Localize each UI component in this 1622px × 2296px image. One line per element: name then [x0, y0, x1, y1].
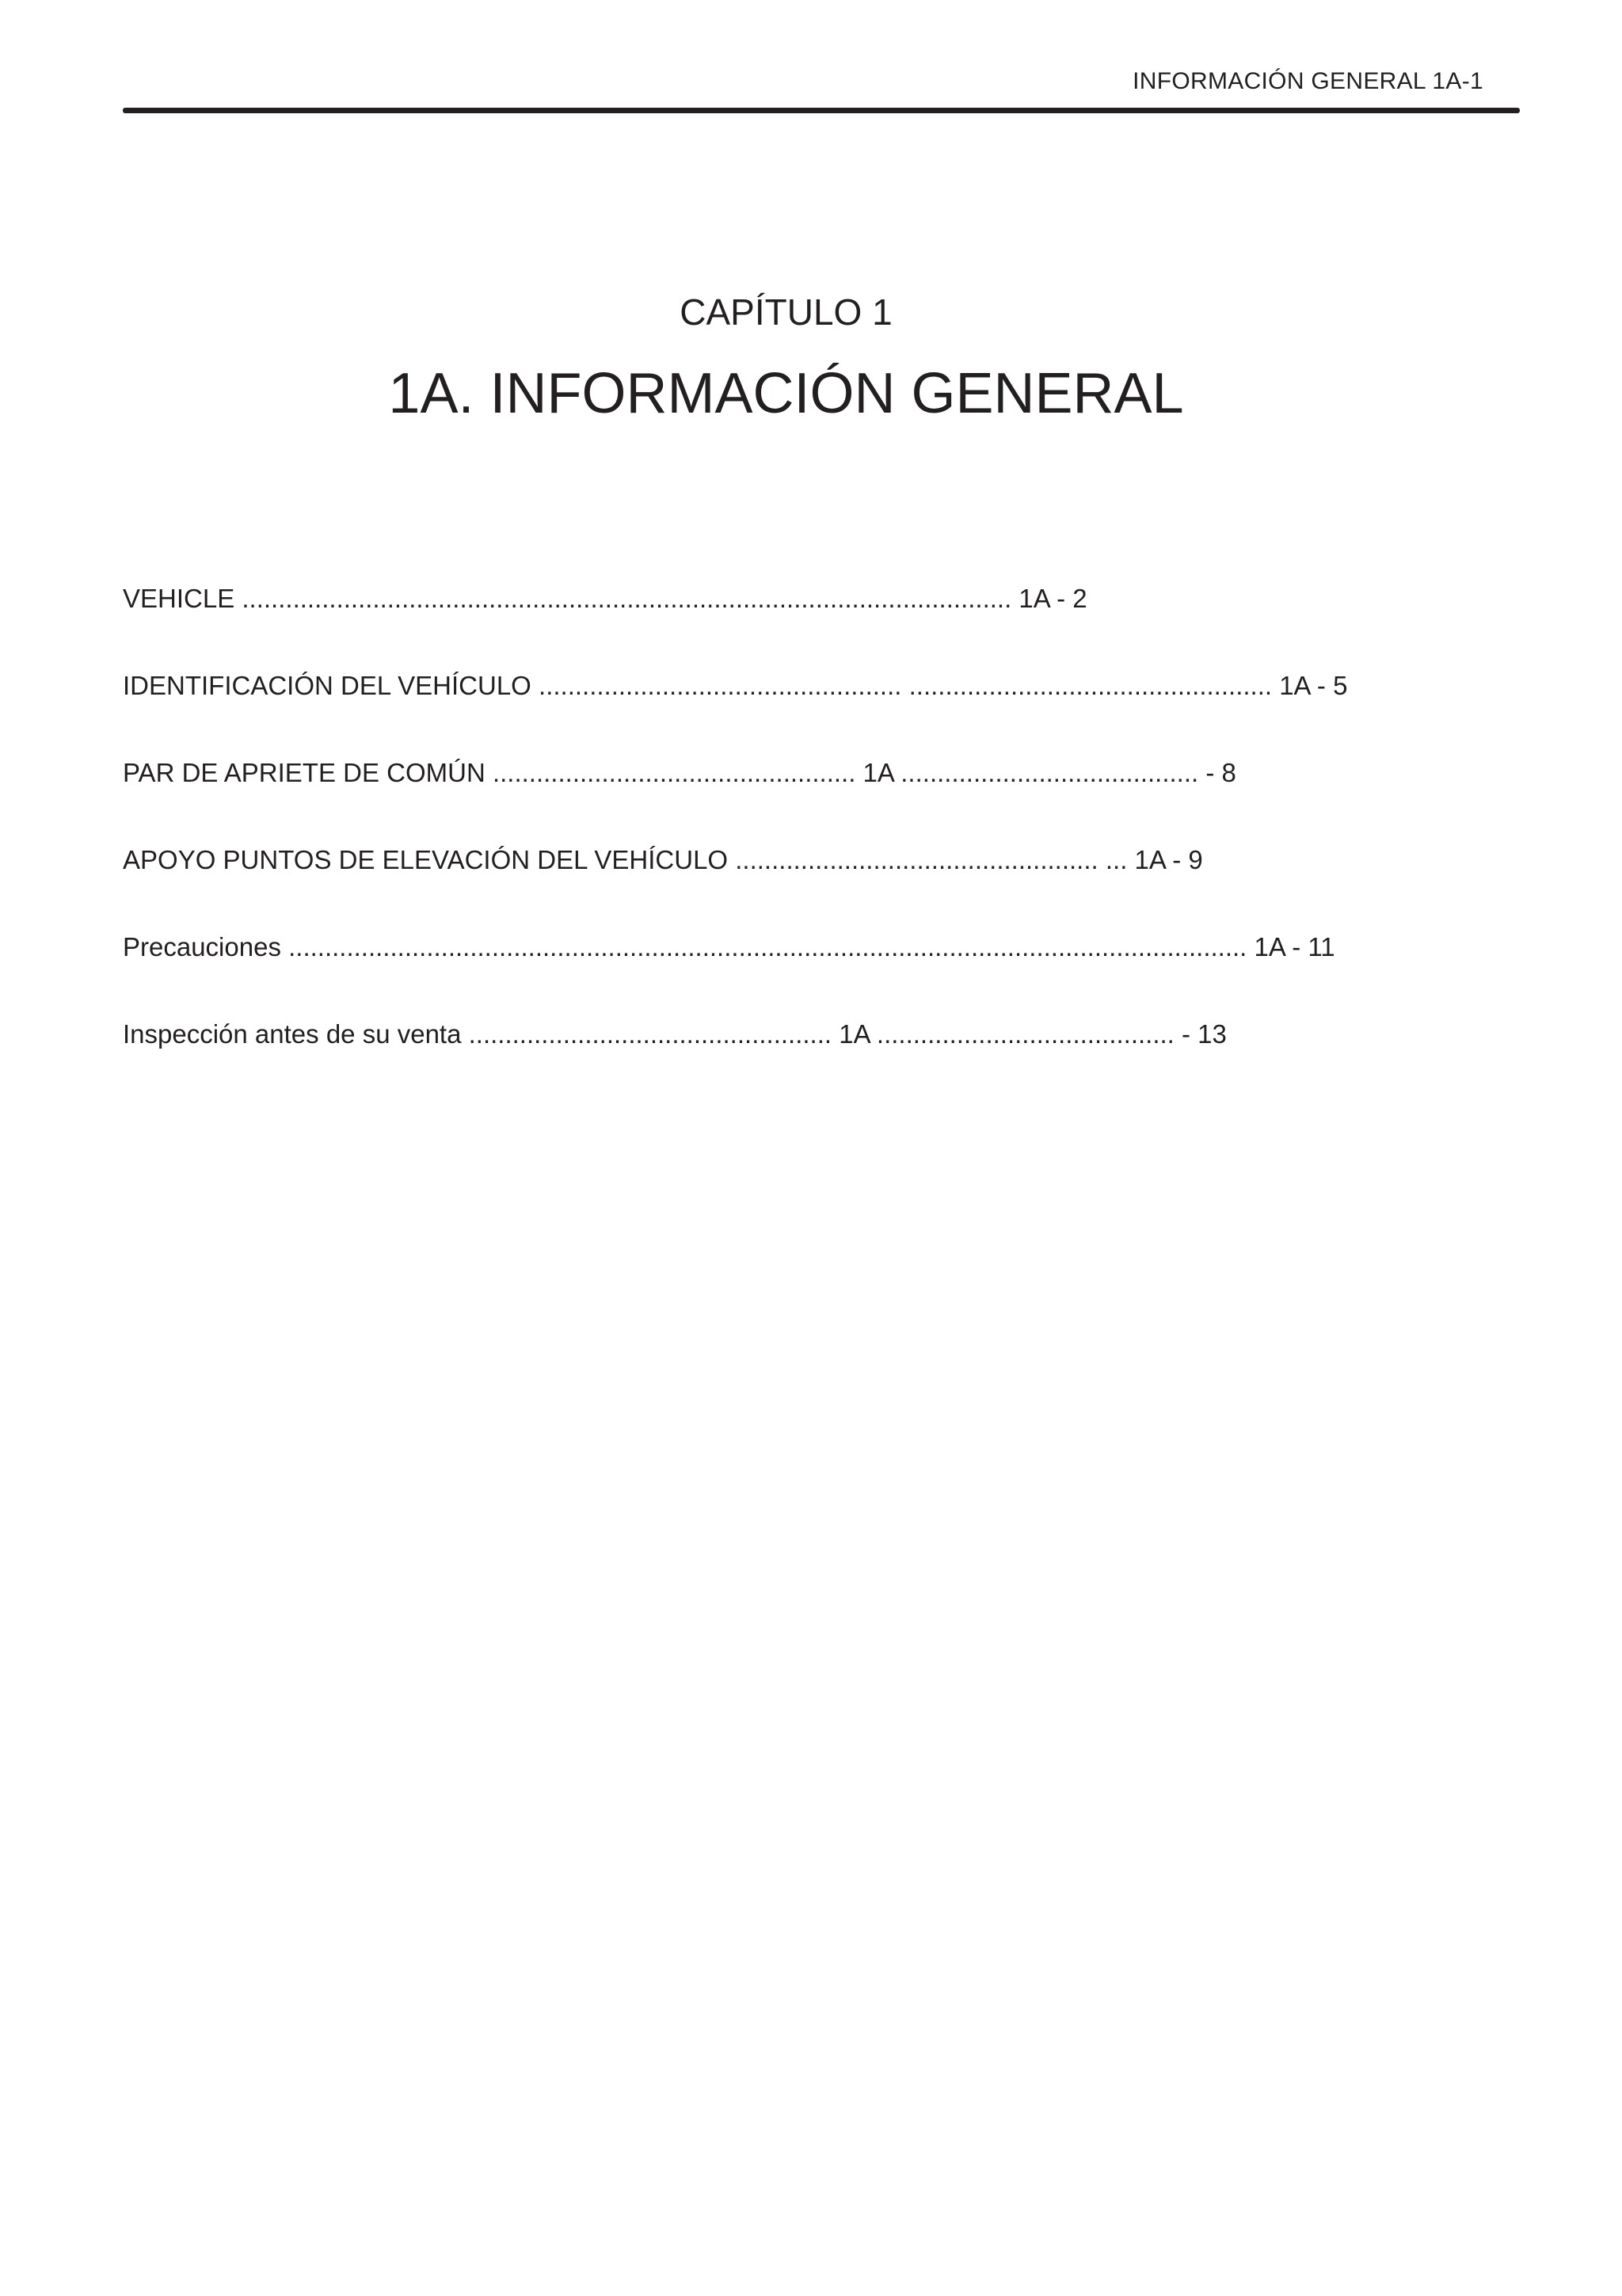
- chapter-label: CAPÍTULO 1: [680, 291, 893, 333]
- toc-entry-vehicle-identification[interactable]: IDENTIFICACIÓN DEL VEHÍCULO .................................................. .................................................. 1A - 5: [123, 671, 1348, 700]
- chapter-title: 1A. INFORMACIÓN GENERAL: [388, 362, 1184, 425]
- toc-entry-lifting-points[interactable]: APOYO PUNTOS DE ELEVACIÓN DEL VEHÍCULO .................................................. ... 1A - 9: [123, 845, 1203, 874]
- running-header: INFORMACIÓN GENERAL 1A-1: [1133, 68, 1483, 94]
- toc-entry-vehicle[interactable]: VEHICLE .......................................................................................................... 1A - 2: [123, 584, 1087, 613]
- toc-entry-precautions[interactable]: Precauciones .................................................................................................................................... 1A - 11: [123, 932, 1335, 961]
- toc-entry-pre-delivery-inspection[interactable]: Inspección antes de su venta .................................................. 1A ......................................... - 13: [123, 1019, 1227, 1049]
- header-rule: [123, 108, 1520, 113]
- table-of-contents: [123, 584, 1469, 1106]
- toc-entry-torque[interactable]: PAR DE APRIETE DE COMÚN .................................................. 1A ......................................... - 8: [123, 758, 1236, 787]
